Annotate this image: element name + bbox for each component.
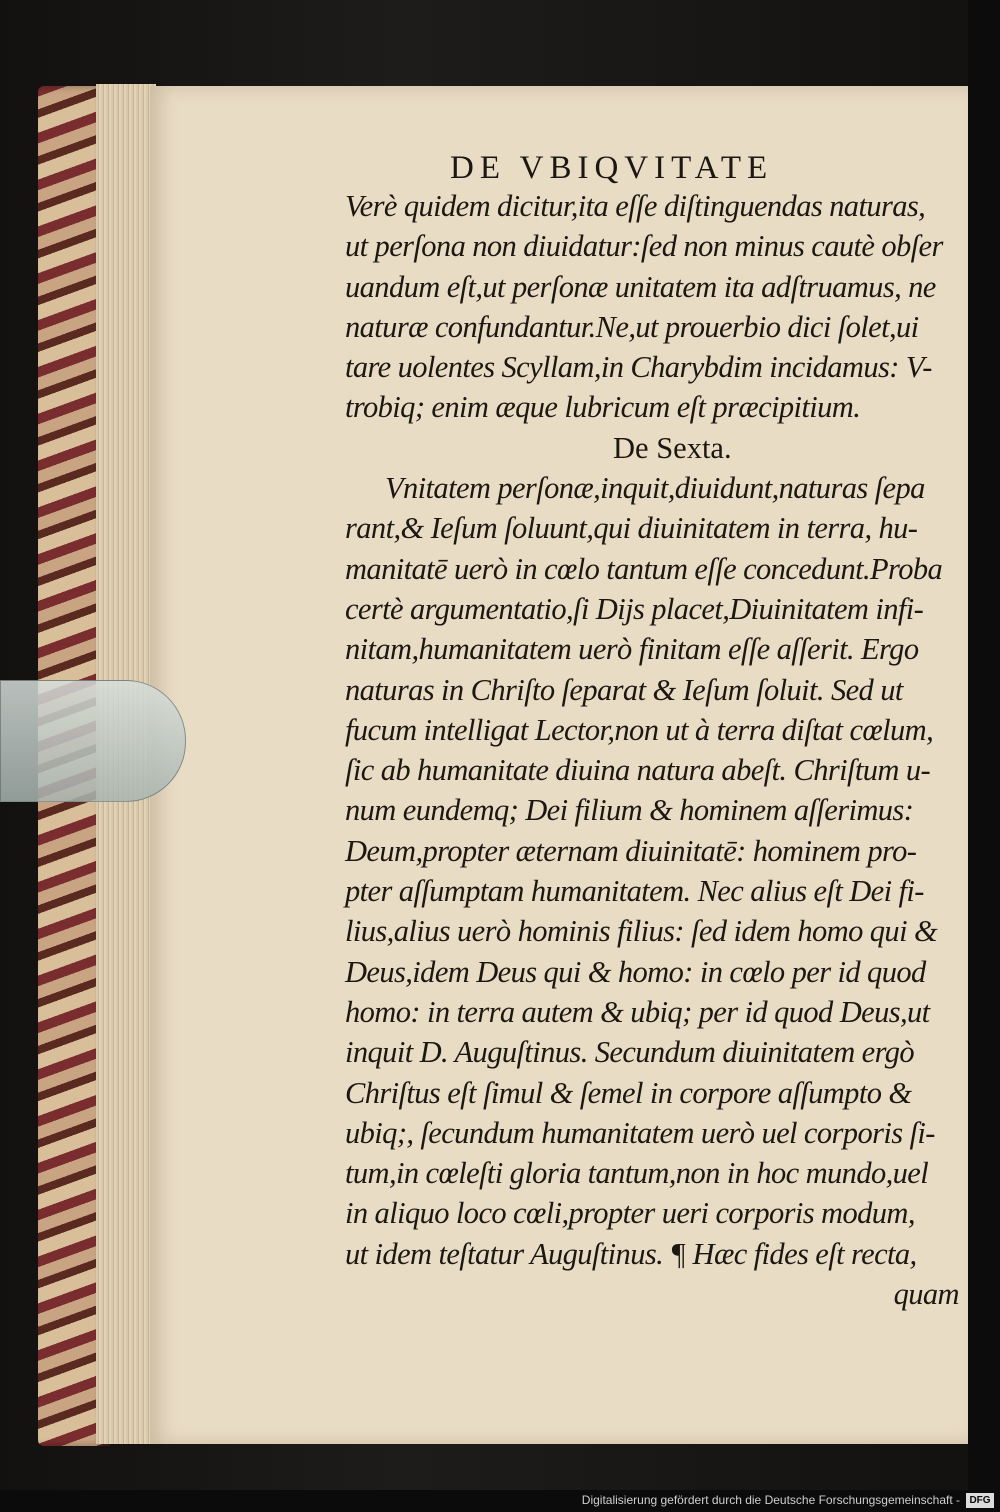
footer-bar bbox=[0, 1490, 1000, 1512]
text-line: Deum,propter æternam diuinitatē: hominem pro- bbox=[345, 833, 917, 868]
text-line: ut idem teſtatur Auguſtinus. ¶ Hæc fides eſt recta, bbox=[345, 1236, 917, 1271]
text-line: ut perſona non diuidatur:ſed non minus cautè obſer bbox=[345, 229, 943, 264]
text-line: inquit D. Auguſtinus. Secundum diuinitatem ergò bbox=[345, 1035, 915, 1070]
text-line: Deus,idem Deus qui & homo: in cœlo per id quod bbox=[345, 954, 926, 989]
main-text-block bbox=[345, 186, 965, 1314]
text-line: Chriſtus eſt ſimul & ſemel in corpore aſſumpto & bbox=[345, 1075, 912, 1110]
text-line: nitam,humanitatem uerò finitam eſſe aſſerit. Ergo bbox=[345, 632, 919, 667]
text-line: manitatē uerò in cœlo tantum eſſe concedunt.Proba bbox=[345, 551, 943, 586]
running-head: DE VBIQVITATE bbox=[450, 150, 774, 186]
section-heading: De Sexta. bbox=[613, 430, 732, 465]
text-line: pter aſſumptam humanitatem. Nec alius eſt Dei fi- bbox=[345, 874, 924, 909]
text-line: naturæ confundantur.Ne,ut prouerbio dici ſolet,ui bbox=[345, 309, 919, 344]
text-line: Vnitatem perſonæ,inquit,diuidunt,naturas ſepa bbox=[385, 471, 925, 506]
text-line: homo: in terra autem & ubiq; per id quod Deus,ut bbox=[345, 994, 930, 1029]
text-line: tare uolentes Scyllam,in Charybdim incidamus: V- bbox=[345, 350, 932, 385]
text-line: trobiq; enim æque lubricum eſt præcipitium. bbox=[345, 390, 861, 425]
text-line: in aliquo loco cœli,propter ueri corporis modum, bbox=[345, 1196, 915, 1231]
text-line: naturas in Chriſto ſeparat & Ieſum ſoluit. Sed ut bbox=[345, 672, 903, 707]
text-line: fucum intelligat Lector,non ut à terra diſtat cœlum, bbox=[345, 712, 934, 747]
text-line: ſic ab humanitate diuina natura abeſt. Chriſtum u- bbox=[345, 753, 931, 788]
text-line: uandum eſt,ut perſonæ unitatem ita adſtruamus, ne bbox=[345, 269, 936, 304]
scan-border-right bbox=[968, 0, 1000, 1490]
footer-credit: Digitalisierung gefördert durch die Deutsche Forschungsgemeinschaft - bbox=[581, 1493, 960, 1507]
text-line: rant,& Ieſum ſoluunt,qui diuinitatem in terra, hu- bbox=[345, 511, 918, 546]
catchword: quam bbox=[893, 1277, 959, 1312]
text-line: Verè quidem dicitur,ita eſſe diſtinguendas naturas, bbox=[345, 189, 926, 223]
dfg-logo: DFG bbox=[966, 1493, 994, 1508]
text-line: lius,alius uerò hominis filius: ſed idem homo qui & bbox=[345, 914, 938, 949]
text-line: ubiq;, ſecundum humanitatem uerò uel corporis ſi- bbox=[345, 1115, 935, 1150]
text-line: tum,in cœleſti gloria tantum,non in hoc mundo,uel bbox=[345, 1156, 929, 1191]
text-line: num eundemq; Dei filium & hominem aſſerimus: bbox=[345, 793, 914, 828]
text-line: certè argumentatio,ſi Dijs placet,Diuinitatem infi- bbox=[345, 591, 924, 626]
page-holder-clip bbox=[0, 680, 186, 802]
